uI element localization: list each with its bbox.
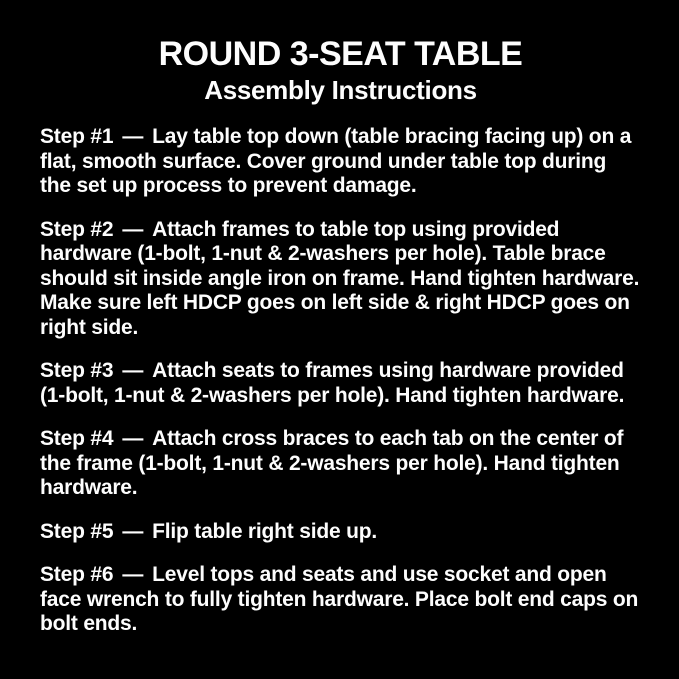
step-item <box>40 427 641 501</box>
page-subtitle: Assembly Instructions <box>204 75 477 105</box>
step-dash: — <box>122 427 144 450</box>
step-item <box>40 125 641 199</box>
step-dash: — <box>122 359 144 382</box>
step-text: Attach frames to table top using provided hardware (1-bolt, 1-nut & 2-washers per hole). Table brace should sit inside angle iron on frame. Hand tighten hardware. Make sure left HDCP goes on left side & right HDCP goes on right side. <box>40 217 640 339</box>
steps-list <box>40 125 641 637</box>
step-text: Flip table right side up. <box>152 519 377 543</box>
poster-header <box>40 34 641 107</box>
step-label: Step #2 <box>40 217 114 241</box>
step-dash: — <box>122 217 144 241</box>
step-item <box>40 563 641 637</box>
step-dash: — <box>122 563 144 586</box>
step-item <box>40 520 641 545</box>
step-dash: — <box>122 125 144 148</box>
step-label: Step #5 <box>40 519 114 543</box>
step-item <box>40 359 641 408</box>
step-item <box>40 218 641 341</box>
page-title: ROUND 3-SEAT TABLE <box>158 35 523 73</box>
step-label: Step #4 <box>40 427 114 450</box>
step-text: Level tops and seats and use socket and open face wrench to fully tighten hardware. Place bolt end caps on bolt ends. <box>40 563 639 635</box>
step-label: Step #6 <box>40 563 114 586</box>
step-text: Lay table top down (table bracing facing up) on a flat, smooth surface. Cover ground under table top during the set up process to prevent damage. <box>40 125 632 197</box>
step-text: Attach seats to frames using hardware provided (1-bolt, 1-nut & 2-washers per hole). Hand tighten hardware. <box>40 359 625 407</box>
step-dash: — <box>122 519 144 543</box>
step-text: Attach cross braces to each tab on the center of the frame (1-bolt, 1-nut & 2-washers per hole). Hand tighten hardware. <box>40 427 624 499</box>
step-label: Step #3 <box>40 359 114 382</box>
step-label: Step #1 <box>40 125 114 148</box>
